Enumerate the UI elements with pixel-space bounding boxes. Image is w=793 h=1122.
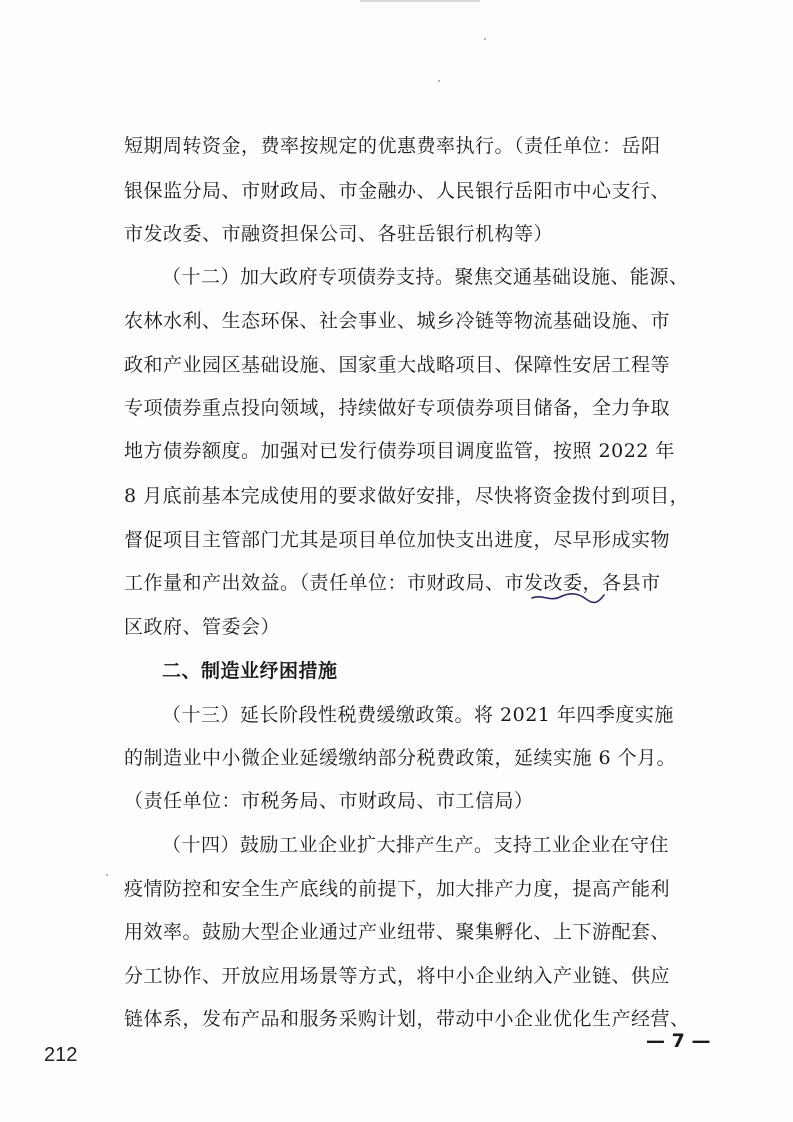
- scan-speck: [438, 80, 440, 82]
- body-line: 银保监分局、市财政局、市金融办、人民银行岳阳市中心支行、: [124, 180, 671, 202]
- page-number: — 7 —: [646, 1030, 711, 1052]
- body-line: 市发改委、市融资担保公司、各驻岳银行机构等）: [124, 223, 554, 245]
- body-line: 区政府、管委会）: [124, 616, 281, 638]
- body-line: 专项债券重点投向领域，持续做好专项债券项目储备，全力争取: [124, 397, 671, 419]
- body-line: 的制造业中小微企业延缓缴纳部分税费政策，延续实施 6 个月。: [124, 747, 677, 769]
- body-line: 8 月底前基本完成使用的要求做好安排，尽快将资金拨付到项目，: [124, 485, 690, 507]
- paragraph-14-start: （十四）鼓励工业企业扩大排产生产。支持工业企业在守住: [162, 834, 670, 856]
- handwritten-underline: [530, 592, 606, 604]
- body-line: 地方债券额度。加强对已发行债券项目调度监管，按照 2022 年: [124, 440, 675, 462]
- section-heading: 二、制造业纾困措施: [162, 660, 338, 682]
- body-line: 分工协作、开放应用场景等方式，将中小企业纳入产业链、供应: [124, 965, 671, 987]
- body-line: 农林水利、生态环保、社会事业、城乡冷链等物流基础设施、市: [124, 310, 671, 332]
- scan-speck: [106, 874, 108, 876]
- paragraph-12-start: （十二）加大政府专项债券支持。聚焦交通基础设施、能源、: [162, 266, 689, 288]
- corner-page-label: 212: [44, 1044, 78, 1066]
- body-line: 链体系，发布产品和服务采购计划，带动中小企业优化生产经营、: [124, 1008, 690, 1030]
- scan-edge-mark: [360, 0, 480, 2]
- paragraph-13-start: （十三）延长阶段性税费缓缴政策。将 2021 年四季度实施: [162, 704, 674, 726]
- body-line: 短期周转资金，费率按规定的优惠费率执行。（责任单位：岳阳: [124, 135, 661, 157]
- body-line: 督促项目主管部门尤其是项目单位加快支出进度，尽早形成实物: [124, 529, 671, 551]
- body-line: 政和产业园区基础设施、国家重大战略项目、保障性安居工程等: [124, 354, 671, 376]
- body-line: 工作量和产出效益。（责任单位：市财政局、市发改委，各县市: [124, 572, 661, 594]
- body-line: 疫情防控和安全生产底线的前提下，加大排产力度，提高产能利: [124, 878, 671, 900]
- body-line: （责任单位：市税务局、市财政局、市工信局）: [124, 790, 534, 812]
- body-line: 用效率。鼓励大型企业通过产业纽带、聚集孵化、上下游配套、: [124, 921, 671, 943]
- scan-speck: [484, 38, 486, 40]
